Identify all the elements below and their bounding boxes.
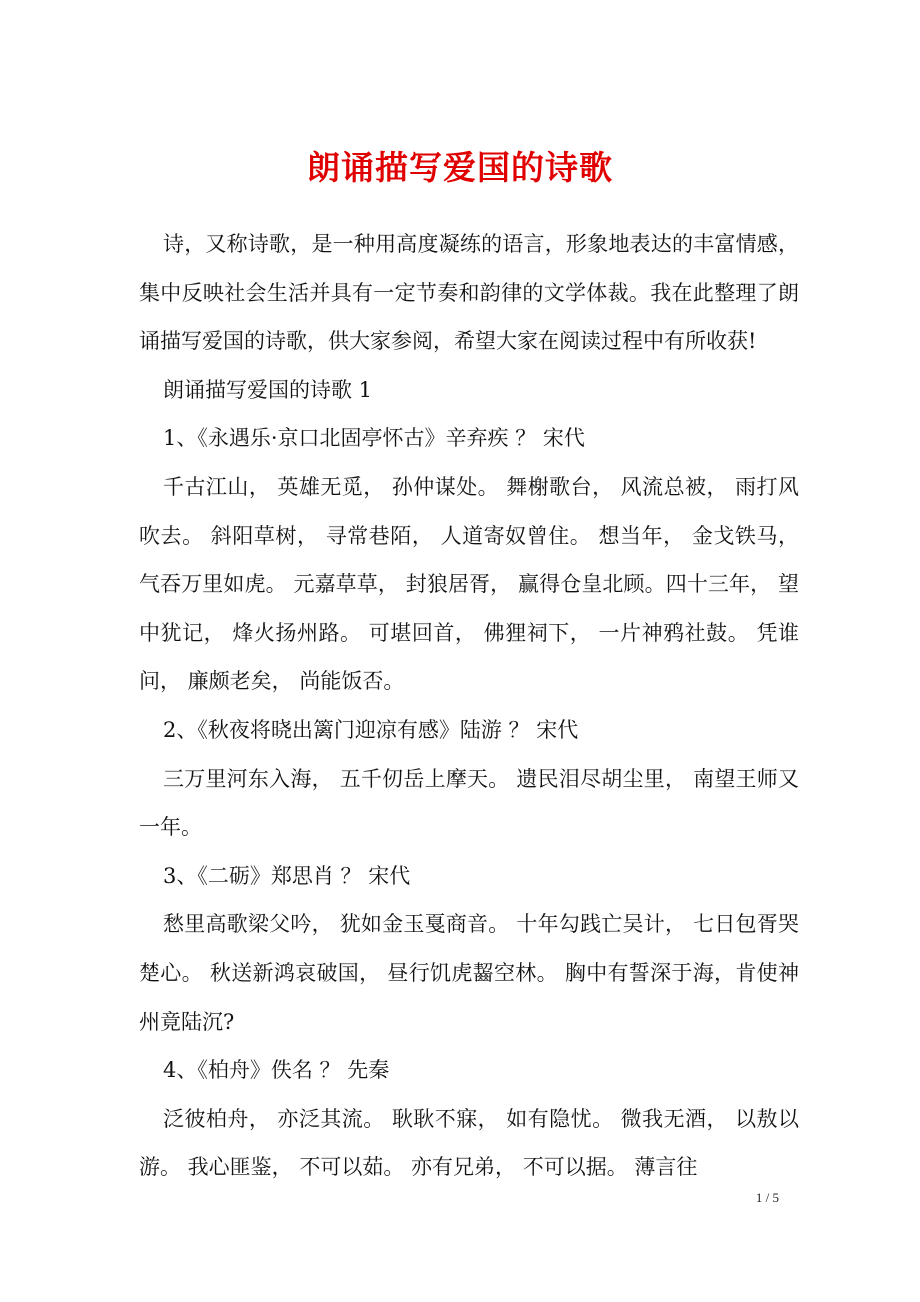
poem-1-heading: 1、《永遇乐·京口北固亭怀古》辛弃疾 ？ 宋代 <box>163 426 585 451</box>
intro-paragraph: 诗，又称诗歌，是一种用高度凝练的语言，形象地表达的丰富情感，集中反映社会生活并具有一定节奏和韵律的文学体裁。我在此整理了朗诵描写爱国的诗歌，供大家参阅，希望大家在阅读过程中有所收获! <box>139 232 799 354</box>
poem-4-text: 泛彼柏舟， 亦泛其流。 耿耿不寐， 如有隐忧。 微我无酒， 以敖以游。 我心匪鉴， 不可以茹。 亦有兄弟， 不可以据。 薄言往 <box>139 1106 799 1180</box>
poem-4-heading: 4、《柏舟》佚名 ？ 先秦 <box>163 1058 390 1083</box>
poem-2-heading: 2、《秋夜将晓出篱门迎凉有感》陆游 ？ 宋代 <box>163 717 579 742</box>
poem-1-text: 千古江山， 英雄无觅， 孙仲谋处。 舞榭歌台， 风流总被， 雨打风吹去。 斜阳草树， 寻常巷陌， 人道寄奴曾住。 想当年， 金戈铁马， 气吞万里如虎。 元嘉草草， 封狼居胥， 赢得仓皇北顾。四十三年， 望中犹记， 烽火扬州路。 可堪回首， 佛狸祠下， 一片神鸦社鼓。 凭谁问， 廉颇老矣， 尚能饭否。 <box>139 474 799 694</box>
section-heading: 朗诵描写爱国的诗歌 1 <box>163 377 373 402</box>
document-title: 朗诵描写爱国的诗歌 <box>307 148 613 187</box>
document-body <box>139 220 799 1192</box>
poem-2-text: 三万里河东入海， 五千仞岳上摩天。 遗民泪尽胡尘里， 南望王师又一年。 <box>139 766 799 840</box>
page-number: 1 / 5 <box>755 1190 779 1205</box>
poem-3-heading: 3、《二砺》郑思肖 ？ 宋代 <box>163 863 411 888</box>
poem-3-text: 愁里高歌梁父吟， 犹如金玉戛商音。 十年勾践亡吴计， 七日包胥哭楚心。 秋送新鸿哀破国， 昼行饥虎齧空林。 胸中有誓深于海，肯使神州竟陆沉? <box>139 912 799 1034</box>
